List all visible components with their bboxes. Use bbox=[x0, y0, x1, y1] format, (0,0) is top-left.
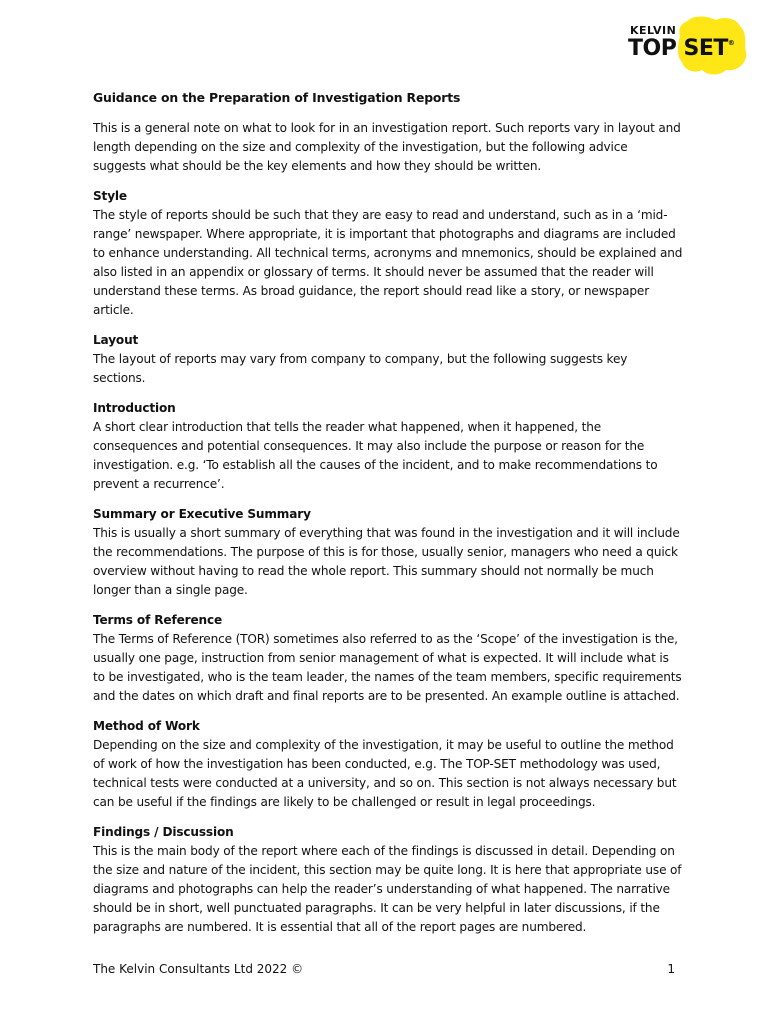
section-introduction bbox=[93, 399, 683, 494]
logo-topset-word: TOP SET bbox=[628, 36, 728, 61]
page-footer bbox=[93, 962, 675, 976]
section-body: This is the main body of the report where each of the findings is discussed in detail. Depending on the size and nature of the incident, this section may be quite long. It is here that appropriate use of diagrams and photographs can help the reader’s understanding of what happened. The narrative should be in short, well punctuated paragraphs. It can be very helpful in later discussions, if the paragraphs are numbered. It is essential that all of the report pages are numbered. bbox=[93, 844, 682, 934]
section-summary bbox=[93, 505, 683, 600]
section-heading: Findings / Discussion bbox=[93, 825, 234, 839]
section-heading: Style bbox=[93, 189, 127, 203]
section-findings-discussion bbox=[93, 823, 683, 937]
section-heading: Terms of Reference bbox=[93, 613, 223, 627]
section-method-of-work bbox=[93, 717, 683, 812]
section-style bbox=[93, 187, 683, 320]
section-terms-of-reference bbox=[93, 611, 683, 706]
kelvin-topset-logo bbox=[628, 14, 748, 78]
document-body bbox=[93, 88, 683, 948]
section-body: This is usually a short summary of everything that was found in the investigation and it will include the recommendations. The purpose of this is for those, usually senior, managers who need a quick overview without having to read the whole report. This summary should not normally be much longer than a single page. bbox=[93, 526, 680, 597]
registered-mark: ® bbox=[727, 39, 735, 47]
section-heading: Introduction bbox=[93, 401, 176, 415]
intro-paragraph: This is a general note on what to look for in an investigation report. Such reports vary in layout and length depending on the size and complexity of the investigation, but the following advice suggests what should be the key elements and how they should be written. bbox=[93, 121, 681, 173]
section-heading: Method of Work bbox=[93, 719, 200, 733]
section-body: The layout of reports may vary from company to company, but the following suggests key sections. bbox=[93, 352, 628, 385]
section-body: A short clear introduction that tells the reader what happened, when it happened, the consequences and potential consequences. It may also include the purpose or reason for the investigation. e.g. ‘To establish all the causes of the incident, and to make recommendations to prevent a recurrence’. bbox=[93, 420, 658, 491]
logo-kelvin-text: KELVIN bbox=[630, 24, 677, 37]
section-layout bbox=[93, 331, 683, 388]
footer-copyright: The Kelvin Consultants Ltd 2022 © bbox=[93, 962, 304, 976]
section-heading: Layout bbox=[93, 333, 139, 347]
document-title: Guidance on the Preparation of Investigation Reports bbox=[93, 90, 461, 105]
section-body: Depending on the size and complexity of the investigation, it may be useful to outline the method of work of how the investigation has been conducted, e.g. The TOP-SET methodology was used, technical tests were conducted at a university, and so on. This section is not always necessary but can be useful if the findings are likely to be challenged or result in legal proceedings. bbox=[93, 738, 677, 809]
section-body: The style of reports should be such that they are easy to read and understand, such as in a ‘mid-range’ newspaper. Where appropriate, it is important that photographs and diagrams are included to enhance understanding. All technical terms, acronyms and mnemonics, should be explained and also listed in an appendix or glossary of terms. It should never be assumed that the reader will understand these terms. As broad guidance, the report should read like a story, or newspaper article. bbox=[93, 208, 683, 317]
section-heading: Summary or Executive Summary bbox=[93, 507, 311, 521]
page-number: 1 bbox=[667, 962, 675, 976]
section-body: The Terms of Reference (TOR) sometimes also referred to as the ‘Scope’ of the investigation is the, usually one page, instruction from senior management of what is expected. It will include what is to be investigated, who is the team leader, the names of the team members, specific requirements and the dates on which draft and final reports are to be presented. An example outline is attached. bbox=[93, 632, 682, 703]
logo-topset-text bbox=[628, 36, 734, 61]
